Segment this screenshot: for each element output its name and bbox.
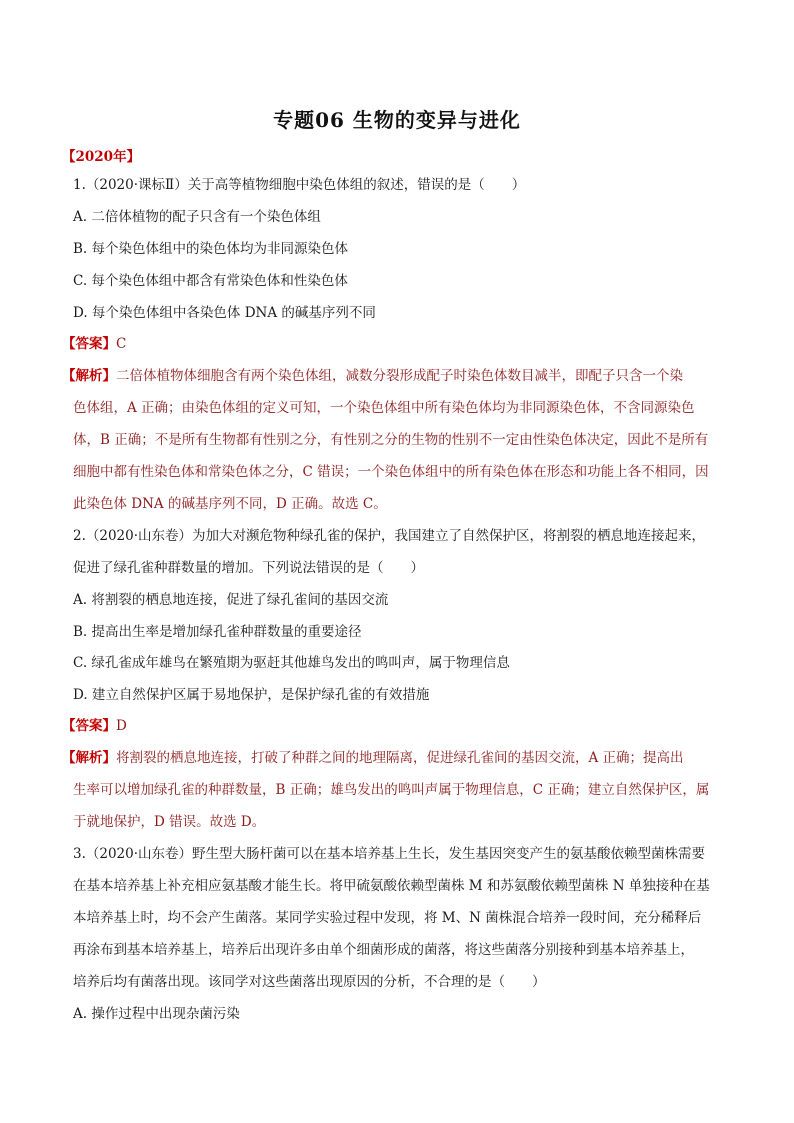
- q1-stem: 1.（2020·课标Ⅱ）关于高等植物细胞中染色体组的叙述，错误的是（ ）: [73, 177, 526, 193]
- answer-label: 【答案】: [62, 336, 116, 352]
- q2-option-a: A. 将割裂的栖息地连接，促进了绿孔雀间的基因交流: [73, 592, 389, 608]
- analysis-label: 【解析】: [62, 750, 116, 766]
- q1-analysis-line-3: 体，B 正确；不是所有生物都有性别之分，有性别之分的生物的性别不一定由性染色体决定，因此不是所有: [73, 432, 709, 448]
- q1-option-c: C. 每个染色体组中都含有常染色体和性染色体: [73, 273, 348, 289]
- q1-answer: [62, 335, 126, 353]
- q3-stem-line-5: 培养后均有菌落出现。该同学对这些菌落出现原因的分析，不合理的是（ ）: [73, 974, 546, 990]
- q1-option-b: B. 每个染色体组中的染色体均为非同源染色体: [73, 241, 349, 257]
- q3-stem-line-3: 本培养基上时，均不会产生菌落。某同学实验过程中发现，将 M、N 菌株混合培养一段时间，充分稀释后: [73, 910, 702, 926]
- q1-option-d: D. 每个染色体组中各染色体 DNA 的碱基序列不同: [73, 305, 376, 321]
- q2-stem-line-2: 促进了绿孔雀种群数量的增加。下列说法错误的是（ ）: [73, 560, 424, 576]
- page-title: 专题06 生物的变异与进化: [273, 108, 521, 132]
- q2-answer: [62, 717, 127, 735]
- q1-option-a: A. 二倍体植物的配子只含有一个染色体组: [73, 209, 321, 225]
- q2-analysis-line-1: 【解析】将割裂的栖息地连接，打破了种群之间的地理隔离，促进绿孔雀间的基因交流，A 正确；提高出: [62, 750, 684, 766]
- q2-stem-line-1: 2.（2020·山东卷）为加大对濒危物种绿孔雀的保护，我国建立了自然保护区，将割裂的栖息地连接起来，: [73, 528, 706, 544]
- q1-analysis-line-1: 【解析】二倍体植物体细胞含有两个染色体组，减数分裂形成配子时染色体数目减半，即配子只含一个染: [62, 368, 683, 384]
- q3-stem-line-4: 再涂布到基本培养基上，培养后出现许多由单个细菌形成的菌落，将这些菌落分别接种到基本培养基上，: [73, 942, 694, 958]
- answer-value: C: [116, 336, 127, 352]
- q2-option-b: B. 提高出生率是增加绿孔雀种群数量的重要途径: [73, 624, 362, 640]
- year-heading: 【2020年】: [62, 149, 141, 165]
- q2-option-d: D. 建立自然保护区属于易地保护，是保护绿孔雀的有效措施: [73, 687, 430, 703]
- q3-option-a: A. 操作过程中出现杂菌污染: [73, 1006, 240, 1022]
- q3-stem-line-2: 在基本培养基上补充相应氨基酸才能生长。将甲硫氨酸依赖型菌株 M 和苏氨酸依赖型菌株 N 单独接种在基: [73, 878, 710, 894]
- answer-label: 【答案】: [62, 718, 116, 734]
- q2-analysis-line-2: 生率可以增加绿孔雀的种群数量，B 正确；雄鸟发出的鸣叫声属于物理信息，C 正确；建立自然保护区，属: [73, 782, 710, 798]
- q2-option-c: C. 绿孔雀成年雄鸟在繁殖期为驱赶其他雄鸟发出的鸣叫声，属于物理信息: [73, 655, 510, 671]
- q1-analysis-line-5: 此染色体 DNA 的碱基序列不同，D 正确。故选 C。: [73, 496, 387, 512]
- analysis-label: 【解析】: [62, 368, 116, 384]
- q1-analysis-line-4: 细胞中都有性染色体和常染色体之分，C 错误；一个染色体组中的所有染色体在形态和功能上各不相同，因: [73, 464, 709, 480]
- q2-analysis-line-3: 于就地保护，D 错误。故选 D。: [73, 814, 266, 830]
- q3-stem-line-1: 3.（2020·山东卷）野生型大肠杆菌可以在基本培养基上生长，发生基因突变产生的氨基酸依赖型菌株需要: [73, 846, 706, 862]
- q1-analysis-line-2: 色体组，A 正确；由染色体组的定义可知，一个染色体组中所有染色体均为非同源染色体，不含同源染色: [73, 400, 695, 416]
- answer-value: D: [116, 718, 127, 734]
